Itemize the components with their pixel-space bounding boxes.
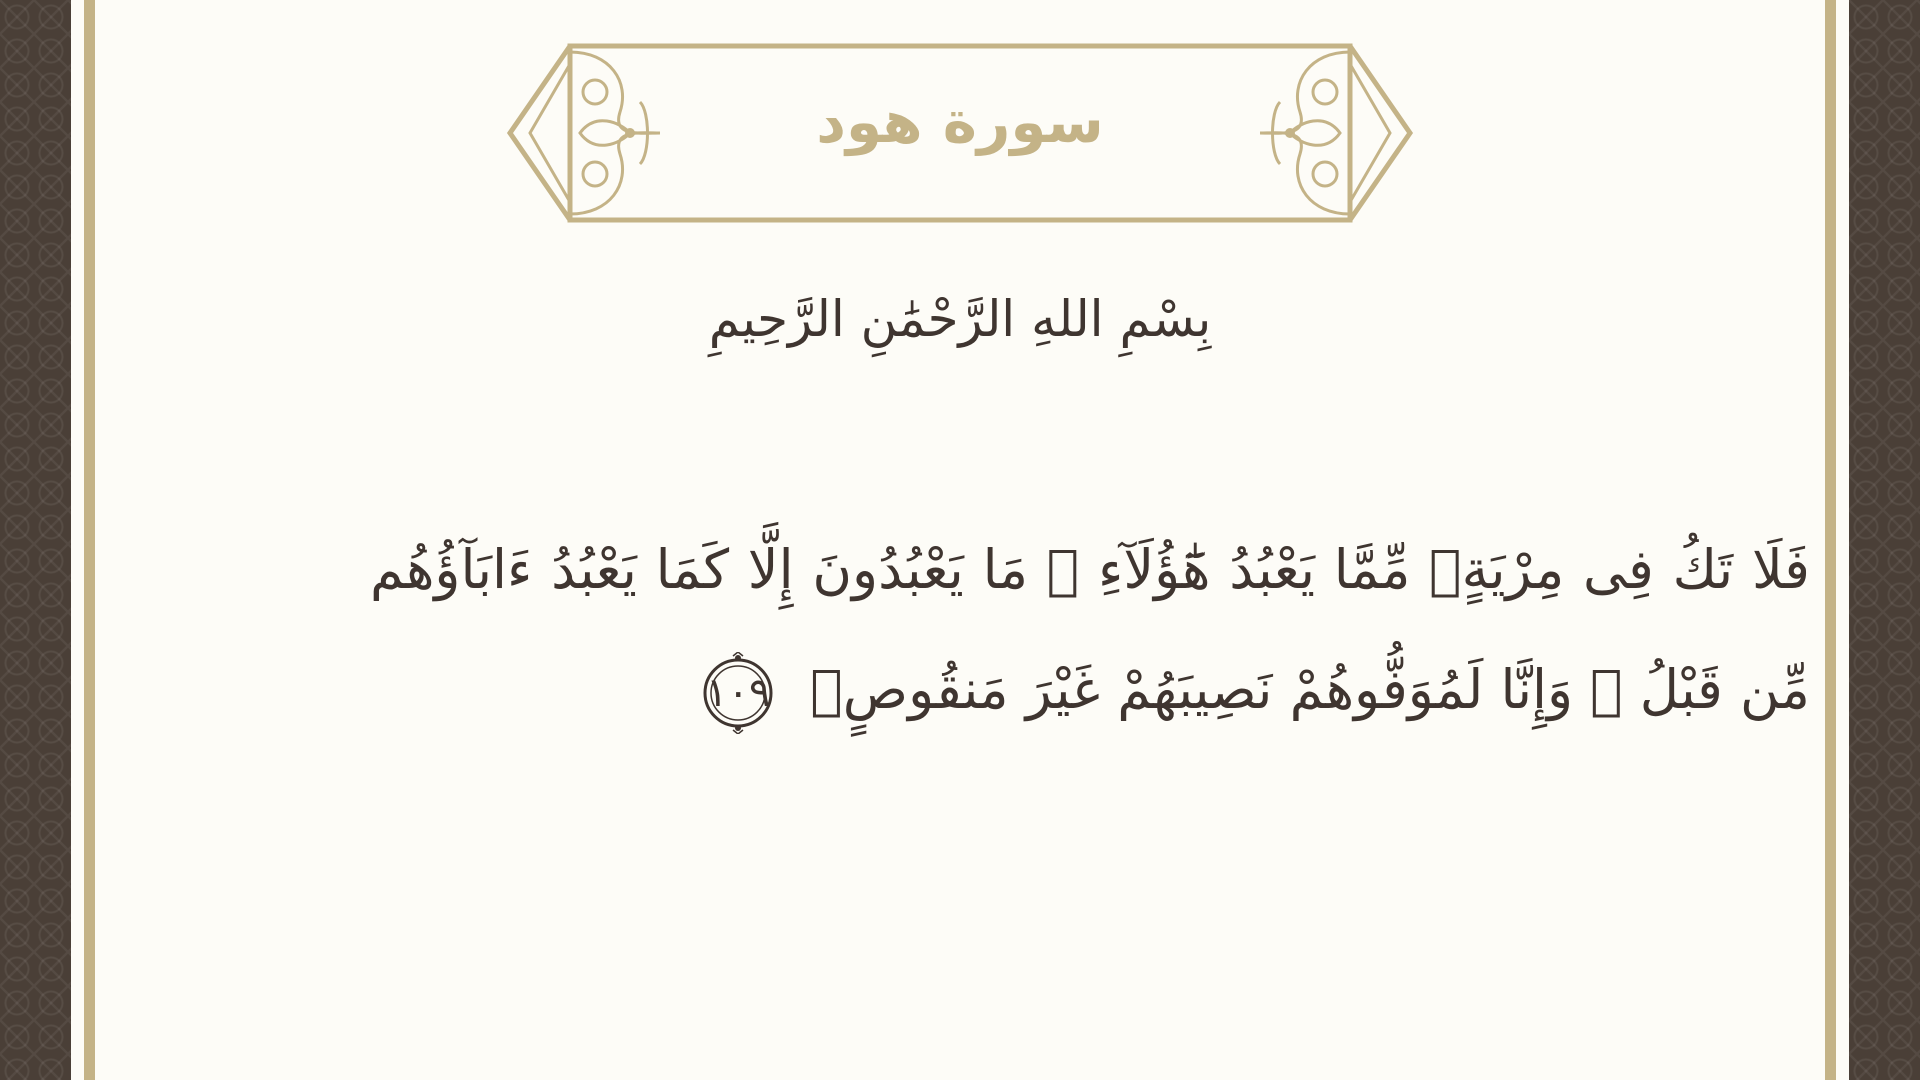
ayah-number: ١٠٩: [706, 670, 771, 717]
surah-title: سورة هود: [816, 88, 1104, 156]
ayah-number-marker: [697, 652, 779, 734]
right-ornamental-border: [1849, 0, 1920, 1080]
verse-text: فَلَا تَكُ فِى مِرْيَةٍۢ مِّمَّا يَعْبُدُ هَٰٓؤُلَآءِ ۚ مَا يَعْبُدُونَ إِلَّا كَمَا يَعْبُدُ ءَابَآؤُهُم مِّن قَبْلُ ۚ وَإِنَّا لَمُوَفُّوهُمْ نَصِيبَهُمْ غَيْرَ مَنقُوصٍۢ: [370, 538, 1810, 721]
surah-title-frame: [500, 42, 1420, 224]
left-gold-rule: [84, 0, 95, 1080]
verse-block: [370, 510, 1810, 750]
left-ornamental-border: [0, 0, 71, 1080]
right-border-gap: [1836, 0, 1849, 1080]
basmala: بِسْمِ اللهِ الرَّحْمَٰنِ الرَّحِيمِ: [708, 290, 1212, 348]
right-gold-rule: [1825, 0, 1836, 1080]
left-border-gap: [71, 0, 84, 1080]
